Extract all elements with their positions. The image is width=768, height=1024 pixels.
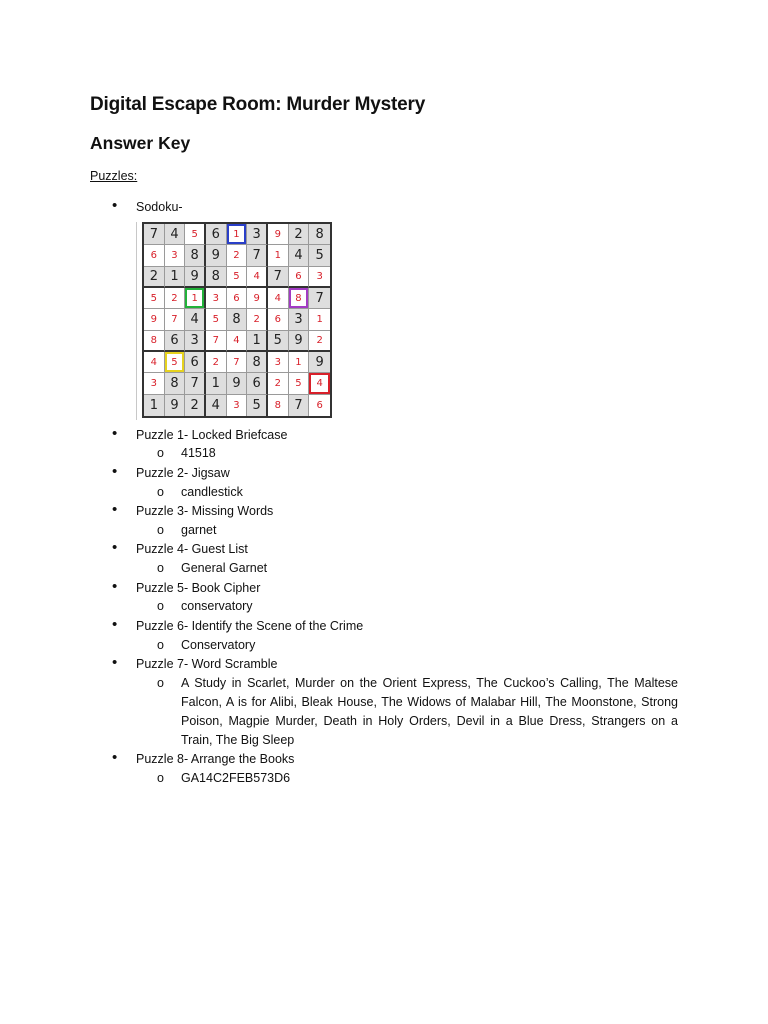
answer-key-heading: Answer Key bbox=[90, 133, 191, 153]
puzzle-3-label: Puzzle 3- Missing Words bbox=[136, 504, 274, 518]
sub-bullet-icon: o bbox=[157, 676, 164, 690]
sudoku-answer-cell: 8 bbox=[289, 288, 310, 309]
sub-bullet-icon: o bbox=[157, 485, 164, 499]
sudoku-given-cell: 3 bbox=[247, 224, 268, 245]
sudoku-given-cell: 7 bbox=[144, 224, 165, 245]
sudoku-answer-cell: 5 bbox=[165, 352, 186, 373]
sudoku-answer-cell: 4 bbox=[268, 288, 289, 309]
sub-bullet-icon: o bbox=[157, 599, 164, 613]
sudoku-given-cell: 1 bbox=[247, 331, 268, 352]
sudoku-answer-cell: 6 bbox=[144, 245, 165, 266]
sudoku-answer-cell: 2 bbox=[268, 373, 289, 394]
puzzle-7-answer: A Study in Scarlet, Murder on the Orient Express, The Cuckoo’s Calling, The Maltese Falcon, A is for Alibi, Bleak House, The Widows of Malabar Hill, The Moonstone, Strong Poison, Magpie Murder, Death in Holy Orders, Devil in a Blue Dress, Strangers on a Train, The Big Sleep bbox=[181, 676, 678, 747]
sudoku-answer-cell: 3 bbox=[206, 288, 227, 309]
sudoku-answer-cell: 2 bbox=[165, 288, 186, 309]
sudoku-answer-cell: 7 bbox=[227, 352, 248, 373]
sudoku-answer-cell: 5 bbox=[144, 288, 165, 309]
sudoku-given-cell: 8 bbox=[247, 352, 268, 373]
sudoku-answer-cell: 6 bbox=[268, 309, 289, 330]
sudoku-given-cell: 3 bbox=[289, 309, 310, 330]
sudoku-given-cell: 5 bbox=[268, 331, 289, 352]
sudoku-grid bbox=[142, 222, 332, 418]
sudoku-answer-cell: 9 bbox=[268, 224, 289, 245]
sudoku-answer-cell: 3 bbox=[227, 395, 248, 416]
sudoku-answer-cell: 7 bbox=[206, 331, 227, 352]
sudoku-answer-cell: 1 bbox=[309, 309, 330, 330]
bullet-icon: • bbox=[112, 654, 118, 671]
sudoku-given-cell: 8 bbox=[227, 309, 248, 330]
sudoku-answer-cell: 1 bbox=[185, 288, 206, 309]
sudoku-given-cell: 8 bbox=[165, 373, 186, 394]
puzzle-2-answer: candlestick bbox=[181, 485, 243, 499]
sudoku-given-cell: 4 bbox=[185, 309, 206, 330]
sudoku-answer-cell: 3 bbox=[309, 267, 330, 288]
sudoku-answer-cell: 4 bbox=[227, 331, 248, 352]
sudoku-answer-cell: 2 bbox=[309, 331, 330, 352]
sudoku-answer-cell: 2 bbox=[227, 245, 248, 266]
puzzle-1-answer: 41518 bbox=[181, 446, 216, 460]
sudoku-answer-cell: 6 bbox=[289, 267, 310, 288]
sudoku-given-cell: 4 bbox=[206, 395, 227, 416]
bullet-icon: • bbox=[112, 578, 118, 595]
sudoku-given-cell: 9 bbox=[206, 245, 227, 266]
puzzle-8-label: Puzzle 8- Arrange the Books bbox=[136, 752, 295, 766]
sudoku-answer-cell: 7 bbox=[165, 309, 186, 330]
sudoku-given-cell: 9 bbox=[165, 395, 186, 416]
sudoku-answer-cell: 9 bbox=[144, 309, 165, 330]
sub-bullet-icon: o bbox=[157, 638, 164, 652]
sudoku-given-cell: 1 bbox=[144, 395, 165, 416]
bullet-icon: • bbox=[112, 616, 118, 633]
sudoku-highlight-box bbox=[309, 373, 330, 393]
bullet-icon: • bbox=[112, 463, 118, 480]
sudoku-given-cell: 5 bbox=[309, 245, 330, 266]
puzzles-section-label: Puzzles: bbox=[90, 169, 138, 183]
sudoku-answer-cell: 5 bbox=[206, 309, 227, 330]
sudoku-given-cell: 1 bbox=[206, 373, 227, 394]
bullet-icon: • bbox=[112, 749, 118, 766]
sudoku-given-cell: 2 bbox=[289, 224, 310, 245]
sub-bullet-icon: o bbox=[157, 771, 164, 785]
sudoku-given-cell: 4 bbox=[165, 224, 186, 245]
sudoku-highlight-box bbox=[165, 352, 185, 372]
sudoku-answer-cell: 3 bbox=[165, 245, 186, 266]
sudoku-answer-cell: 5 bbox=[289, 373, 310, 394]
sudoku-given-cell: 6 bbox=[247, 373, 268, 394]
sudoku-given-cell: 7 bbox=[247, 245, 268, 266]
puzzle-7-label: Puzzle 7- Word Scramble bbox=[136, 657, 278, 671]
sudoku-answer-cell: 5 bbox=[185, 224, 206, 245]
document-title: Digital Escape Room: Murder Mystery bbox=[90, 94, 426, 115]
sudoku-given-cell: 7 bbox=[185, 373, 206, 394]
puzzle-4-answer: General Garnet bbox=[181, 561, 268, 575]
sudoku-answer-cell: 4 bbox=[144, 352, 165, 373]
sudoku-given-cell: 6 bbox=[165, 331, 186, 352]
sudoku-given-cell: 9 bbox=[289, 331, 310, 352]
puzzle-1-label: Puzzle 1- Locked Briefcase bbox=[136, 428, 288, 442]
sudoku-highlight-box bbox=[289, 288, 309, 308]
sudoku-answer-cell: 1 bbox=[289, 352, 310, 373]
sudoku-given-cell: 8 bbox=[206, 267, 227, 288]
sudoku-answer-cell: 6 bbox=[227, 288, 248, 309]
sudoku-given-cell: 5 bbox=[247, 395, 268, 416]
sudoku-answer-cell: 2 bbox=[206, 352, 227, 373]
sudoku-given-cell: 9 bbox=[227, 373, 248, 394]
sub-bullet-icon: o bbox=[157, 561, 164, 575]
sudoku-given-cell: 7 bbox=[289, 395, 310, 416]
sub-bullet-icon: o bbox=[157, 523, 164, 537]
puzzle-4-label: Puzzle 4- Guest List bbox=[136, 542, 248, 556]
puzzle-5-answer: conservatory bbox=[181, 599, 253, 613]
sudoku-answer-cell: 3 bbox=[144, 373, 165, 394]
sudoku-answer-cell: 4 bbox=[309, 373, 330, 394]
sudoku-given-cell: 8 bbox=[185, 245, 206, 266]
sudoku-answer-cell: 5 bbox=[227, 267, 248, 288]
puzzle-2-label: Puzzle 2- Jigsaw bbox=[136, 466, 230, 480]
sudoku-given-cell: 3 bbox=[185, 331, 206, 352]
bullet-icon: • bbox=[112, 425, 118, 442]
sudoku-given-cell: 6 bbox=[185, 352, 206, 373]
sudoku-answer-cell: 6 bbox=[316, 399, 323, 411]
sudoku-given-cell: 8 bbox=[309, 224, 330, 245]
puzzle-3-answer: garnet bbox=[181, 523, 217, 537]
sudoku-answer-cell: 3 bbox=[268, 352, 289, 373]
sudoku-given-cell: 1 bbox=[165, 267, 186, 288]
bullet-icon: • bbox=[112, 501, 118, 518]
sudoku-answer-cell: 9 bbox=[247, 288, 268, 309]
bullet-icon: • bbox=[112, 197, 118, 214]
puzzle-6-label: Puzzle 6- Identify the Scene of the Crime bbox=[136, 619, 364, 633]
sudoku-answer-cell: 8 bbox=[144, 331, 165, 352]
sudoku-answer-cell: 1 bbox=[227, 224, 248, 245]
sudoku-image-edge bbox=[136, 222, 137, 420]
sudoku-label: Sodoku- bbox=[136, 200, 183, 214]
sudoku-given-cell: 6 bbox=[206, 224, 227, 245]
sudoku-answer-cell: 1 bbox=[268, 245, 289, 266]
puzzle-5-label: Puzzle 5- Book Cipher bbox=[136, 581, 261, 595]
sudoku-given-cell: 7 bbox=[309, 288, 330, 309]
sudoku-highlight-box bbox=[185, 288, 204, 308]
bullet-icon: • bbox=[112, 539, 118, 556]
sudoku-answer-cell: 2 bbox=[247, 309, 268, 330]
sudoku-given-cell: 4 bbox=[289, 245, 310, 266]
sudoku-given-cell: 7 bbox=[268, 267, 289, 288]
puzzle-8-answer: GA14C2FEB573D6 bbox=[181, 771, 291, 785]
sudoku-answer-cell: 4 bbox=[247, 267, 268, 288]
sudoku-given-cell: 9 bbox=[309, 352, 330, 373]
sudoku-given-cell: 2 bbox=[185, 395, 206, 416]
sudoku-answer-cell: 8 bbox=[268, 395, 289, 416]
sudoku-given-cell: 2 bbox=[144, 267, 165, 288]
sudoku-highlight-box bbox=[227, 224, 247, 244]
sub-bullet-icon: o bbox=[157, 446, 164, 460]
puzzle-6-answer: Conservatory bbox=[181, 638, 256, 652]
sudoku-given-cell: 9 bbox=[185, 267, 206, 288]
